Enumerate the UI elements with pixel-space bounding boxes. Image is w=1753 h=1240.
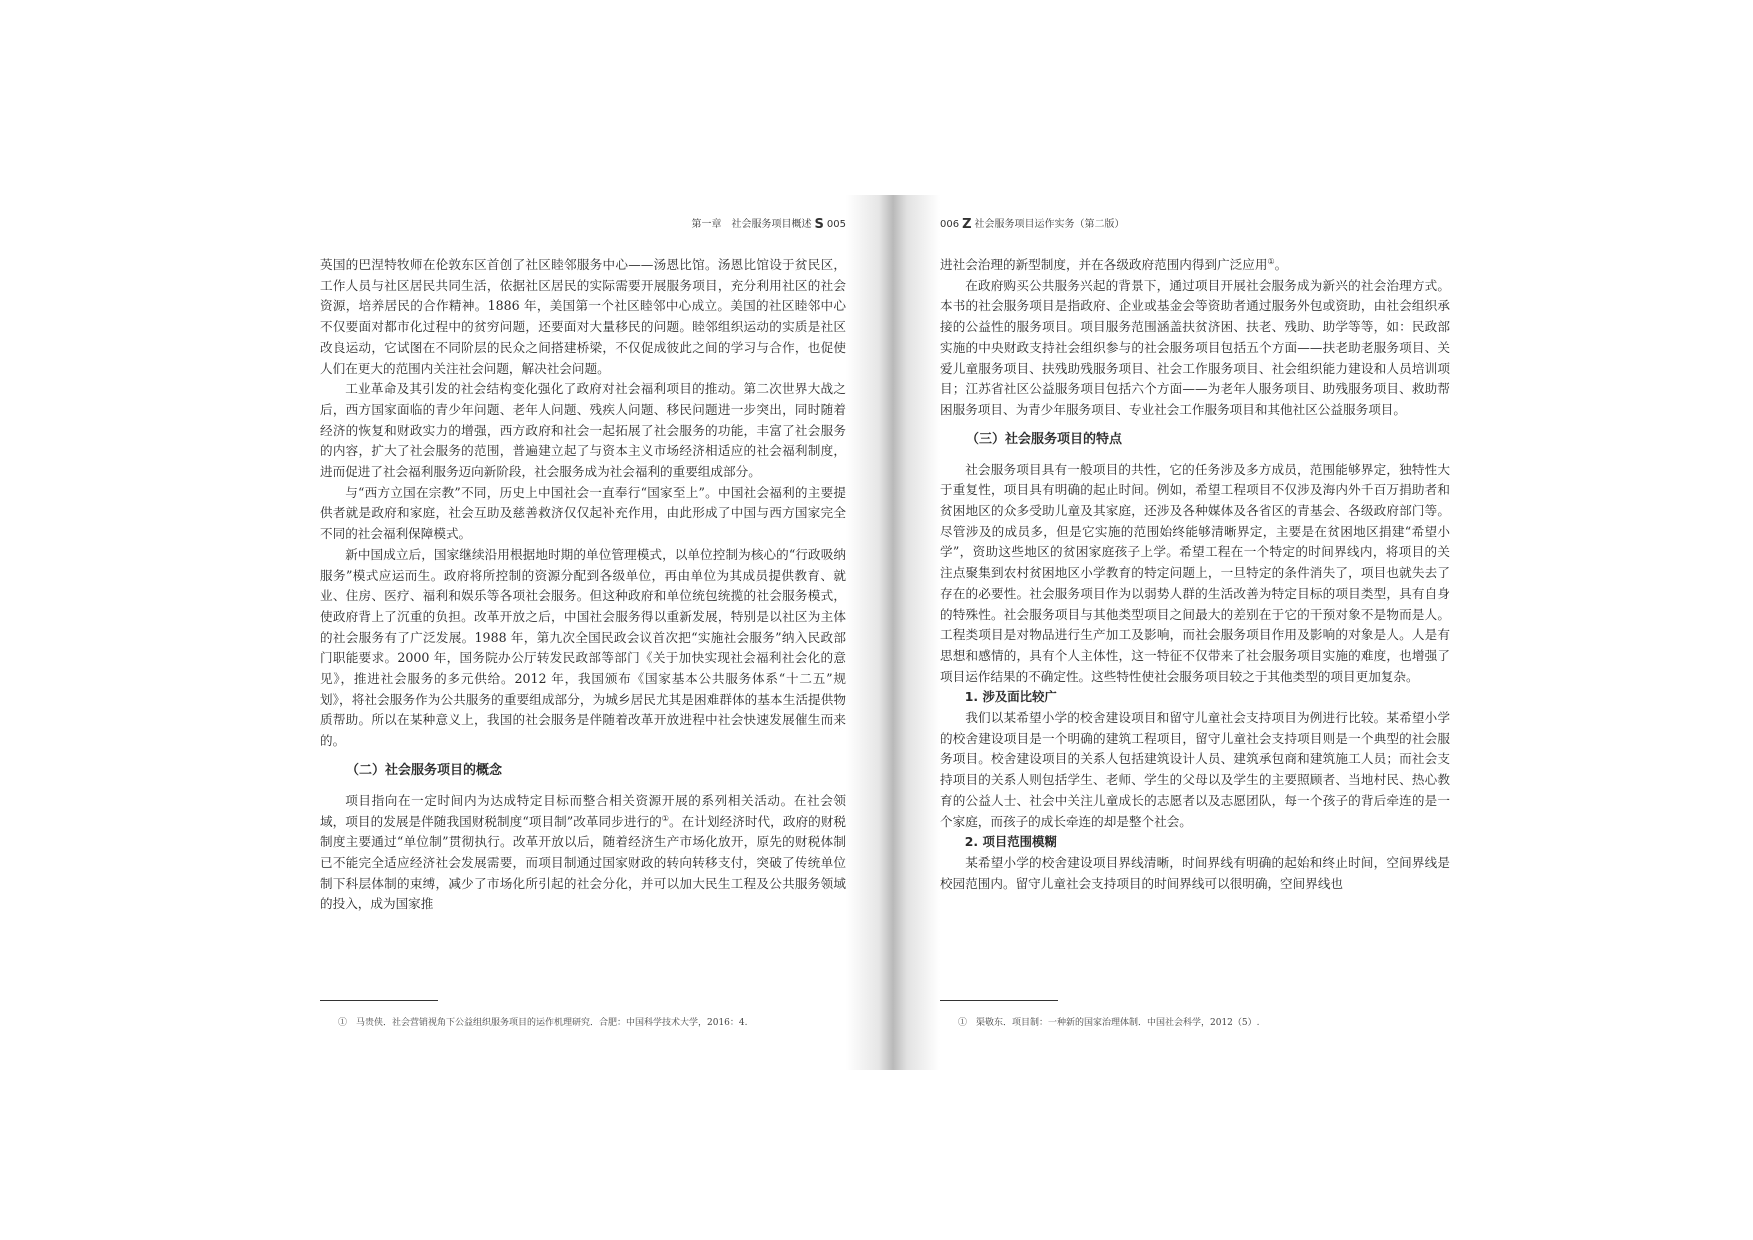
footnote-ref: ① [661, 813, 670, 823]
subsection-heading: 1. 涉及面比较广 [964, 689, 1057, 705]
book-gutter [846, 195, 940, 1070]
footnote-ref: ① [1267, 256, 1275, 266]
subsection-heading: 2. 项目范围模糊 [964, 834, 1057, 850]
paragraph: 与“西方立国在宗教”不同，历史上中国社会一直奉行“国家至上”。中国社会福利的主要提供者就是政府和家庭，社会互助及慈善救济仅仅起补充作用，由此形成了中国与西方国家完全不同的社会福利保障模式。 [320, 484, 846, 542]
left-page-number: 005 [826, 219, 846, 230]
paragraph: 在政府购买公共服务兴起的背景下，通过项目开展社会服务成为新兴的社会治理方式。本书的社会服务项目是指政府、企业或基金会等资助者通过服务外包或资助，由社会组织承接的公益性的服务项目。项目服务范围涵盖扶贫济困、扶老、残助、助学等等，如：民政部实施的中央财政支持社会组织参与的社会服务项目包括五个方面——扶老助老服务项目、关爱儿童服务项目、扶残助残服务项目、社会工作服务项目、社会组织能力建设和人员培训项目；江苏省社区公益服务项目包括六个方面——为老年人服务项目、助残服务项目、救助帮困服务项目、为青少年服务项目、专业社会工作服务项目和其他社区公益服务项目。 [940, 277, 1450, 417]
paragraph [940, 255, 1450, 276]
page-mark-icon: S [814, 217, 824, 232]
left-running-head [692, 215, 846, 232]
paragraph [320, 791, 846, 915]
footnote: ① 马贵侠．社会营销视角下公益组织服务项目的运作机理研究．合肥：中国科学技术大学，2016：4. [338, 1018, 748, 1028]
paragraph: 英国的巴涅特牧师在伦敦东区首创了社区睦邻服务中心——汤恩比馆。汤恩比馆设于贫民区，工作人员与社区居民共同生活，依据社区居民的实际需要开展服务项目，充分利用社区的社会资源，培养居民的合作精神。1886 年，美国第一个社区睦邻中心成立。美国的社区睦邻中心不仅要面对都市化过程中的贫穷问题，还要面对大量移民的问题。睦邻组织运动的实质是社区改良运动，它试图在不同阶层的民众之间搭建桥梁，不仅促成彼此之间的学习与合作，也促使人们在更大的范围内关注社会问题，解决社会问题。 [320, 257, 846, 376]
paragraph-text: 进社会治理的新型制度，并在各级政府范围内得到广泛应用 [940, 257, 1268, 272]
paragraph-text: 。 [1274, 257, 1288, 272]
book-title: 社会服务项目运作实务（第二版） [974, 219, 1125, 230]
left-chapter-title: 第一章 社会服务项目概述 [691, 219, 812, 230]
paragraph: 工业革命及其引发的社会结构变化强化了政府对社会福利项目的推动。第二次世界大战之后，西方国家面临的青少年问题、老年人问题、残疾人问题、移民问题进一步突出，同时随着经济的恢复和财政实力的增强，西方政府和社会一起拓展了社会服务的功能，丰富了社会服务的内容，扩大了社会服务的范围，普遍建立起了与资本主义市场经济相适应的社会福利制度，进而促进了社会福利服务迈向新阶段，社会服务成为社会福利的重要组成部分。 [320, 381, 846, 480]
footnote-divider [940, 1000, 1058, 1001]
paragraph: 社会服务项目具有一般项目的共性，它的任务涉及多方成员，范围能够界定，独特性大于重复性，项目具有明确的起止时间。例如，希望工程项目不仅涉及海内外千百万捐助者和贫困地区的众多受助儿童及其家庭，还涉及各种媒体及各省区的青基会、各级政府部门等。尽管涉及的成员多，但是它实施的范围始终能够清晰界定，主要是在贫困地区捐建“希望小学”，资助这些地区的贫困家庭孩子上学。希望工程在一个特定的时间界线内，将项目的关注点聚集到农村贫困地区小学教育的特定问题上，一旦特定的条件消失了，项目也就失去了存在的必要性。社会服务项目作为以弱势人群的生活改善为特定目标的项目类型，具有自身的特殊性。社会服务项目与其他类型项目之间最大的差别在于它的干预对象不是物而是人。工程类项目是对物品进行生产加工及影响，而社会服务项目作用及影响的对象是人。人是有思想和感情的，具有个人主体性，这一特征不仅带来了社会服务项目实施的难度，也增强了项目运作结果的不确定性。这些特性使社会服务项目较之于其他类型的项目更加复杂。 [940, 461, 1450, 684]
left-page [320, 195, 846, 1070]
right-running-head [940, 215, 1125, 232]
footnote-divider [320, 1000, 438, 1001]
paragraph-text: 。在计划经济时代，政府的财税制度主要通过“单位制”贯彻执行。改革开放以后，随着经济生产市场化放开，原先的财税体制已不能完全适应经济社会发展需要，而项目制通过国家财政的转向转移支付，突破了传统单位制下科层体制的束缚，减少了市场化所引起的社会分化，并可以加大民生工程及公共服务领域的投入，成为国家推 [320, 813, 847, 912]
paragraph: 我们以某希望小学的校舍建设项目和留守儿童社会支持项目为例进行比较。某希望小学的校舍建设项目是一个明确的建筑工程项目，留守儿童社会支持项目则是一个典型的社会服务项目。校舍建设项目的关系人包括建筑设计人员、建筑承包商和建筑施工人员；而社会支持项目的关系人则包括学生、老师、学生的父母以及学生的主要照顾者、当地村民、热心教育的公益人士、社会中关注儿童成长的志愿者以及志愿团队，每一个孩子的背后牵连的是一个家庭，而孩子的成长牵连的却是整个社会。 [940, 710, 1450, 829]
footnote: ① 渠敬东．项目制：一种新的国家治理体制．中国社会科学，2012（5）. [958, 1018, 1260, 1028]
section-heading: （二）社会服务项目的概念 [346, 762, 503, 778]
paragraph: 新中国成立后，国家继续沿用根据地时期的单位管理模式，以单位控制为核心的“行政吸纳服务”模式应运而生。政府将所控制的资源分配到各级单位，再由单位为其成员提供教育、就业、住房、医疗、福利和娱乐等各项社会服务。但这种政府和单位统包统揽的社会服务模式，使政府背上了沉重的负担。改革开放之后，中国社会服务得以重新发展，特别是以社区为主体的社会服务有了广泛发展。1988 年，第九次全国民政会议首次把“实施社会服务”纳入民政部门职能要求。2000 年，国务院办公厅转发民政部等部门《关于加快实现社会福利社会化的意见》，推进社会服务的多元供给。2012 年，我国颁布《国家基本公共服务体系“十二五”规划》，将社会服务作为公共服务的重要组成部分，为城乡居民尤其是困难群体的基本生活提供物质帮助。所以在某种意义上，我国的社会服务是伴随着改革开放进程中社会快速发展催生而来的。 [320, 546, 846, 749]
paragraph-text: 项目指向在一定时间内为达成特定目标而整合相关资源开展的系列相关活动。在社会领域，项目的发展是伴随我国财税制度“项目制”改革同步进行的 [320, 792, 846, 829]
right-page-number: 006 [940, 219, 960, 230]
right-page [940, 195, 1450, 1070]
page-mark-icon: Z [962, 217, 972, 232]
paragraph: 某希望小学的校舍建设项目界线清晰，时间界线有明确的起始和终止时间，空间界线是校园范围内。留守儿童社会支持项目的时间界线可以很明确，空间界线也 [940, 854, 1450, 891]
section-heading: （三）社会服务项目的特点 [966, 431, 1123, 447]
left-page-body [320, 255, 846, 915]
right-page-body [940, 255, 1450, 894]
